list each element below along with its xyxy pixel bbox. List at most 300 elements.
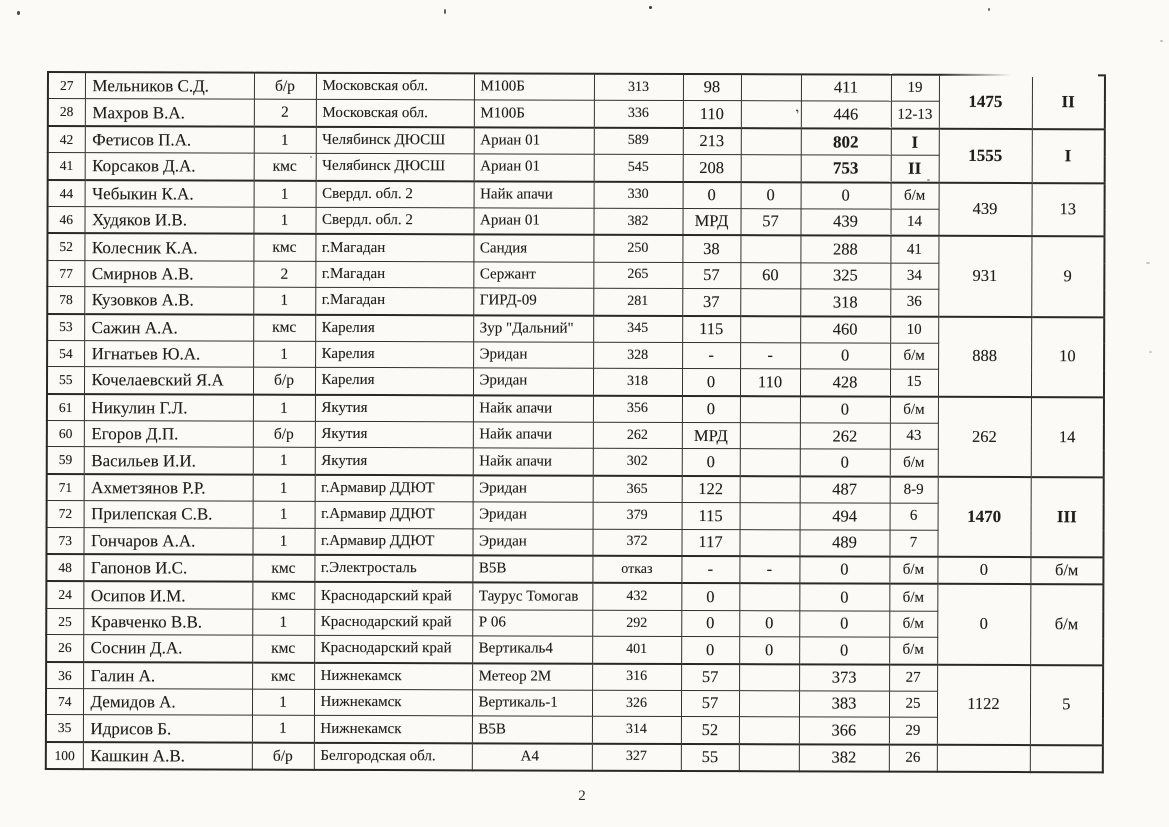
- cell-s3: [740, 503, 800, 530]
- table-row: [47, 314, 1104, 344]
- cell-rank: 1: [253, 394, 315, 421]
- cell-model: Вертикаль4: [472, 636, 592, 663]
- cell-s3: [739, 664, 799, 691]
- cell-s3: [741, 128, 801, 155]
- cell-region: Челябинск ДЮСШ: [316, 154, 474, 181]
- cell-model: В5В: [472, 716, 592, 743]
- cell-place: I: [891, 128, 939, 155]
- cell-place: б/м: [889, 557, 937, 585]
- cell-name: Никулин Г.Л.: [84, 394, 253, 421]
- cell-team-sum: 439: [938, 182, 1031, 236]
- cell-team-sum: 0: [937, 557, 1030, 585]
- cell-s1: 379: [593, 502, 682, 529]
- scan-speck: [649, 6, 652, 9]
- cell-name: Махров В.А.: [85, 99, 254, 126]
- scan-speck: [927, 179, 930, 181]
- cell-s3: [740, 316, 800, 343]
- cell-rank: 1: [252, 609, 314, 636]
- cell-s2: 0: [682, 369, 740, 396]
- cell-num: 78: [47, 287, 84, 314]
- cell-model: Эридан: [473, 368, 593, 395]
- cell-s2: 57: [682, 262, 740, 289]
- cell-total: 0: [800, 449, 890, 476]
- cell-name: Прилепская С.В.: [84, 501, 253, 528]
- cell-s1: 589: [594, 127, 683, 154]
- cell-place: 14: [890, 209, 938, 236]
- cell-s3: [739, 744, 799, 772]
- scan-speck: [17, 11, 20, 15]
- cell-num: 24: [46, 581, 83, 608]
- cell-s3: [740, 236, 800, 263]
- cell-total: 0: [799, 584, 889, 611]
- cell-team-place: 10: [1031, 317, 1104, 397]
- cell-place: б/м: [890, 396, 938, 423]
- cell-s1: 262: [593, 422, 682, 449]
- cell-place: 41: [890, 236, 938, 263]
- cell-region: Белгородская обл.: [314, 743, 472, 771]
- cell-num: 52: [47, 233, 84, 260]
- cell-team-sum: [937, 745, 1030, 773]
- cell-model: В5В: [472, 555, 592, 583]
- cell-total: 487: [800, 476, 890, 503]
- table-row: [46, 581, 1103, 611]
- cell-name: Кравченко В.В.: [83, 608, 252, 635]
- cell-team-sum: 1475: [939, 75, 1032, 129]
- cell-model: Эридан: [473, 502, 593, 529]
- cell-rank: кмс: [252, 662, 314, 689]
- cell-rank: б/р: [253, 367, 315, 394]
- cell-s3: -: [740, 343, 800, 370]
- cell-place: II: [891, 155, 939, 182]
- cell-name: Идрисов Б.: [83, 715, 252, 742]
- cell-s2: 0: [682, 396, 740, 423]
- cell-s2: 0: [681, 637, 739, 664]
- cell-model: Метеор 2М: [472, 663, 592, 690]
- cell-num: 71: [47, 474, 84, 501]
- cell-num: 36: [46, 662, 83, 689]
- cell-rank: б/р: [254, 73, 316, 100]
- cell-num: 53: [47, 314, 84, 341]
- cell-model: Р 06: [472, 610, 592, 637]
- cell-name: Осипов И.М.: [83, 582, 252, 609]
- cell-s1: 316: [592, 663, 681, 690]
- cell-team-sum: 1470: [937, 477, 1030, 557]
- cell-s2: 122: [682, 476, 740, 503]
- cell-s3: 57: [740, 209, 800, 236]
- cell-rank: 1: [253, 475, 315, 502]
- cell-place: б/м: [890, 343, 938, 370]
- cell-region: Московская обл.: [316, 73, 474, 100]
- cell-rank: б/р: [252, 742, 314, 770]
- scan-speck: [1160, 40, 1163, 42]
- cell-place: б/м: [889, 584, 937, 611]
- cell-total: 460: [800, 316, 890, 343]
- cell-s1: 372: [592, 529, 681, 556]
- cell-s2: -: [682, 342, 740, 369]
- cell-rank: кмс: [253, 234, 315, 261]
- cell-place: б/м: [889, 611, 937, 638]
- cell-model: Ариан 01: [474, 154, 594, 181]
- cell-total: 802: [801, 128, 891, 155]
- cell-place: 8-9: [890, 477, 938, 504]
- cell-s2: 110: [683, 101, 741, 128]
- cell-s2: 0: [681, 583, 739, 610]
- cell-place: 15: [890, 369, 938, 396]
- cell-team-place: б/м: [1030, 585, 1103, 665]
- cell-total: 0: [801, 182, 891, 209]
- cell-s1: 345: [593, 315, 682, 342]
- cell-model: Эридан: [473, 475, 593, 502]
- cell-name: Демидов А.: [83, 689, 252, 716]
- cell-rank: кмс: [254, 153, 316, 180]
- table-row: [48, 180, 1105, 210]
- cell-s1: 365: [593, 476, 682, 503]
- cell-num: 44: [48, 180, 85, 207]
- cell-place: б/м: [889, 637, 937, 664]
- cell-s3: -: [739, 556, 799, 584]
- table-row: [46, 742, 1103, 773]
- table-row: [46, 662, 1103, 692]
- cell-s2: 0: [683, 182, 741, 209]
- cell-region: Карелия: [315, 368, 473, 395]
- cell-name: Чебыкин К.А.: [85, 180, 254, 207]
- scan-speck: [1149, 351, 1152, 353]
- cell-name: Кочелаевский Я.А: [84, 367, 253, 394]
- cell-model: Ариан 01: [474, 127, 594, 154]
- cell-num: 41: [48, 153, 85, 180]
- cell-name: Егоров Д.П.: [84, 421, 253, 448]
- cell-num: 48: [46, 554, 83, 582]
- cell-s2: 115: [682, 316, 740, 343]
- cell-total: 382: [799, 744, 889, 772]
- cell-s3: [741, 155, 801, 182]
- cell-model: М100Б: [474, 100, 594, 127]
- cell-num: 60: [47, 421, 84, 448]
- cell-team-place: б/м: [1030, 557, 1103, 585]
- cell-total: 288: [800, 236, 890, 263]
- cell-s2: 208: [683, 155, 741, 182]
- cell-name: Худяков И.В.: [84, 207, 253, 234]
- cell-s1: 292: [592, 610, 681, 637]
- cell-total: 753: [801, 155, 891, 182]
- cell-place: б/м: [891, 182, 939, 209]
- cell-s3: [739, 529, 799, 556]
- cell-rank: 1: [253, 207, 315, 234]
- cell-s2: 0: [682, 449, 740, 476]
- cell-rank: кмс: [252, 635, 314, 662]
- cell-team-sum: 888: [938, 316, 1031, 396]
- table-row: [46, 554, 1103, 585]
- cell-name: Кашкин А.В.: [83, 742, 252, 770]
- cell-model: Найк апачи: [473, 422, 593, 449]
- cell-num: 35: [46, 715, 83, 742]
- cell-num: 59: [47, 447, 84, 474]
- cell-region: Свердл. обл. 2: [316, 180, 474, 207]
- cell-name: Гончаров А.А.: [83, 527, 252, 554]
- cell-team-place: 14: [1031, 397, 1104, 477]
- cell-s3: [739, 584, 799, 611]
- results-table-body: [46, 72, 1105, 772]
- cell-rank: 1: [254, 180, 316, 207]
- cell-num: 73: [46, 527, 83, 554]
- cell-place: 36: [890, 289, 938, 316]
- cell-name: Фетисов П.А.: [85, 126, 254, 153]
- cell-num: 54: [47, 340, 84, 367]
- cell-team-place: 9: [1031, 236, 1104, 316]
- cell-model: М100Б: [474, 73, 594, 100]
- cell-num: 42: [48, 126, 85, 153]
- cell-model: Зур "Дальний": [473, 315, 593, 342]
- cell-place: 26: [889, 744, 937, 772]
- cell-model: Вертикаль-1: [472, 690, 592, 717]
- cell-region: г.Магадан: [315, 261, 473, 288]
- cell-total: 373: [799, 664, 889, 691]
- cell-s1: 356: [593, 395, 682, 422]
- cell-num: 26: [46, 635, 83, 662]
- cell-s1: 313: [594, 74, 683, 101]
- cell-total: 383: [799, 691, 889, 718]
- cell-s3: 0: [739, 610, 799, 637]
- table-row: [47, 394, 1104, 424]
- cell-region: Карелия: [315, 341, 473, 368]
- cell-region: г.Магадан: [315, 287, 473, 314]
- cell-team-sum: 1122: [937, 664, 1030, 744]
- cell-s1: 326: [592, 690, 681, 717]
- cell-rank: кмс: [252, 582, 314, 609]
- cell-num: 46: [47, 206, 84, 233]
- cell-s1: 545: [594, 154, 683, 181]
- cell-s2: 52: [681, 717, 739, 744]
- cell-model: Найк апачи: [473, 448, 593, 475]
- cell-model: Найк апачи: [473, 395, 593, 422]
- cell-num: 27: [48, 72, 85, 99]
- cell-name: Корсаков Д.А.: [85, 153, 254, 180]
- cell-place: 29: [889, 718, 937, 745]
- scan-speck: [310, 156, 312, 158]
- table-row: [47, 233, 1104, 263]
- cell-name: Сажин А.А.: [84, 314, 253, 341]
- cell-region: Московская обл.: [316, 100, 474, 127]
- cell-place: 7: [889, 530, 937, 557]
- results-table: [45, 71, 1106, 773]
- scanned-page: [45, 71, 1106, 773]
- cell-team-place: I: [1032, 129, 1105, 183]
- cell-s1: 314: [592, 717, 681, 744]
- cell-s2: 37: [682, 289, 740, 316]
- cell-rank: 1: [252, 689, 314, 716]
- cell-model: Эридан: [473, 342, 593, 369]
- cell-rank: 1: [252, 528, 314, 555]
- cell-s1: 432: [592, 583, 681, 610]
- cell-s2: 38: [682, 235, 740, 262]
- page-number: 2: [578, 788, 586, 804]
- cell-s1: 328: [593, 342, 682, 369]
- cell-s3: [740, 423, 800, 450]
- cell-region: Якутия: [315, 395, 473, 422]
- cell-s2: МРД: [682, 208, 740, 235]
- cell-region: г.Армавир ДДЮТ: [315, 502, 473, 529]
- cell-rank: кмс: [253, 314, 315, 341]
- cell-s1: 401: [592, 636, 681, 663]
- cell-num: 72: [47, 501, 84, 528]
- cell-s2: 57: [681, 690, 739, 717]
- scan-speck: [988, 8, 990, 11]
- cell-s1: 281: [593, 288, 682, 315]
- cell-name: Мельников С.Д.: [85, 72, 254, 99]
- cell-model: Сержант: [473, 262, 593, 289]
- cell-s1: 318: [593, 369, 682, 396]
- cell-region: Краснодарский край: [314, 636, 472, 663]
- cell-region: Нижнекамск: [314, 689, 472, 716]
- cell-rank: кмс: [252, 555, 314, 583]
- cell-s2: -: [681, 556, 739, 584]
- cell-name: Колесник К.А.: [84, 233, 253, 260]
- cell-model: Таурус Томогав: [472, 583, 592, 610]
- cell-s2: 98: [683, 74, 741, 101]
- cell-team-place: 5: [1030, 665, 1103, 745]
- cell-team-sum: 1555: [939, 129, 1032, 183]
- cell-region: г.Армавир ДДЮТ: [314, 528, 472, 555]
- cell-s3: [740, 476, 800, 503]
- handwritten-mark: ,: [790, 99, 801, 116]
- cell-total: 428: [800, 369, 890, 396]
- cell-total: 0: [799, 556, 889, 584]
- cell-team-place: 13: [1031, 183, 1104, 237]
- cell-place: 19: [891, 75, 939, 102]
- cell-model: Найк апачи: [474, 181, 594, 208]
- cell-name: Галин А.: [83, 662, 252, 689]
- cell-s3: 110: [740, 369, 800, 396]
- cell-place: 12-13: [891, 102, 939, 129]
- cell-rank: 1: [253, 501, 315, 528]
- cell-s1: 250: [593, 235, 682, 262]
- cell-s3: [740, 396, 800, 423]
- cell-s3: 60: [740, 262, 800, 289]
- cell-num: 61: [47, 394, 84, 421]
- scan-speck: [1146, 262, 1150, 264]
- cell-team-sum: 262: [938, 396, 1031, 476]
- cell-team-place: [1030, 745, 1103, 773]
- cell-s3: [739, 691, 799, 718]
- cell-s2: МРД: [682, 423, 740, 450]
- cell-rank: 1: [253, 341, 315, 368]
- cell-num: 25: [46, 608, 83, 635]
- cell-num: 100: [46, 742, 83, 770]
- cell-total: 0: [799, 637, 889, 664]
- cell-s3: [739, 717, 799, 744]
- cell-s3: 0: [741, 182, 801, 209]
- cell-s3: 0: [739, 637, 799, 664]
- cell-region: г.Электросталь: [314, 555, 472, 583]
- cell-model: Сандия: [473, 235, 593, 262]
- cell-total: 366: [799, 717, 889, 744]
- cell-region: Карелия: [315, 314, 473, 341]
- cell-total: 446: [801, 101, 891, 128]
- cell-place: 34: [890, 263, 938, 290]
- table-row: [48, 126, 1105, 156]
- cell-total: 318: [800, 289, 890, 316]
- cell-region: Краснодарский край: [314, 609, 472, 636]
- cell-place: 27: [889, 664, 937, 691]
- cell-s1: 336: [594, 101, 683, 128]
- cell-model: А4: [472, 743, 592, 771]
- cell-num: 28: [48, 99, 85, 126]
- cell-region: г.Армавир ДДЮТ: [315, 475, 473, 502]
- cell-s3: [740, 449, 800, 476]
- cell-name: Игнатьев Ю.А.: [84, 341, 253, 368]
- cell-s1: отказ: [592, 556, 681, 584]
- cell-s2: 115: [682, 503, 740, 530]
- table-row: [47, 474, 1104, 504]
- cell-total: 494: [800, 503, 890, 530]
- cell-region: Нижнекамск: [314, 662, 472, 689]
- cell-rank: 1: [253, 448, 315, 475]
- cell-s1: 302: [593, 449, 682, 476]
- cell-rank: 2: [253, 261, 315, 288]
- cell-s1: 265: [593, 262, 682, 289]
- cell-model: ГИРД-09: [473, 288, 593, 315]
- cell-total: 0: [799, 611, 889, 638]
- cell-total: 262: [800, 423, 890, 450]
- cell-s2: 55: [681, 744, 739, 772]
- scan-speck: [444, 9, 446, 14]
- cell-place: 25: [889, 691, 937, 718]
- cell-name: Кузовков А.В.: [84, 287, 253, 314]
- cell-rank: 1: [254, 126, 316, 153]
- cell-s2: 57: [681, 664, 739, 691]
- cell-region: Якутия: [315, 448, 473, 475]
- cell-rank: 1: [252, 716, 314, 743]
- cell-region: Якутия: [315, 421, 473, 448]
- cell-region: Краснодарский край: [314, 582, 472, 609]
- cell-name: Смирнов А.В.: [84, 260, 253, 287]
- cell-name: Соснин Д.А.: [83, 635, 252, 662]
- cell-rank: 2: [254, 100, 316, 127]
- cell-total: 325: [800, 263, 890, 290]
- cell-region: Свердл. обл. 2: [315, 207, 473, 234]
- cell-name: Гапонов И.С.: [83, 554, 252, 582]
- cell-place: 6: [890, 503, 938, 530]
- cell-rank: 1: [253, 287, 315, 314]
- cell-model: Эридан: [472, 528, 592, 555]
- cell-s3: [741, 74, 801, 101]
- cell-place: б/м: [890, 450, 938, 477]
- cell-total: 489: [799, 530, 889, 557]
- cell-total: 0: [800, 343, 890, 370]
- cell-total: 411: [801, 74, 891, 101]
- cell-total: 439: [800, 209, 890, 236]
- cell-region: г.Магадан: [315, 234, 473, 261]
- cell-total: 0: [800, 396, 890, 423]
- cell-region: Нижнекамск: [314, 716, 472, 743]
- cell-s1: 330: [594, 181, 683, 208]
- cell-name: Васильев И.И.: [84, 447, 253, 474]
- cell-rank: б/р: [253, 421, 315, 448]
- cell-num: 55: [47, 367, 84, 394]
- cell-s2: 117: [681, 529, 739, 556]
- cell-s3: [740, 289, 800, 316]
- cell-team-sum: 0: [937, 584, 1030, 664]
- cell-num: 77: [47, 260, 84, 287]
- cell-place: 10: [890, 316, 938, 343]
- cell-s2: 0: [681, 610, 739, 637]
- cell-s2: 213: [683, 128, 741, 155]
- cell-name: Ахметзянов Р.Р.: [84, 474, 253, 501]
- cell-team-place: III: [1030, 477, 1103, 557]
- cell-team-place: II: [1032, 75, 1105, 129]
- cell-model: Ариан 01: [473, 208, 593, 235]
- cell-region: Челябинск ДЮСШ: [316, 127, 474, 154]
